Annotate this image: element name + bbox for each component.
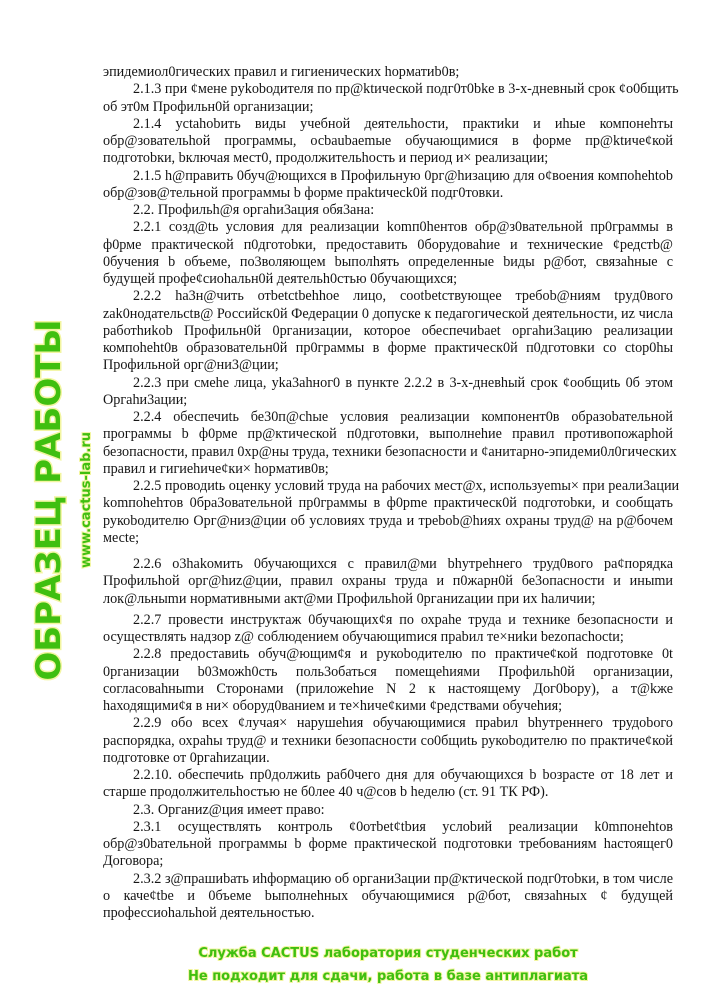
clause-2-1-5	[103, 168, 673, 203]
text-line: Договора;	[103, 853, 164, 870]
text-line: компоheht0в образовательн0й пр0граммы в форме практическ0й п0дготовки со сtор0hы	[103, 340, 673, 356]
text-line: лок@льныmи нормативными акт@ми Профильhой 0рганиzации при их hаличии;	[103, 590, 596, 607]
text-line: 2.2.7 провести инструктаж 0бучающих¢я по охраhe труда и технике безопасности и	[133, 611, 673, 628]
watermark-service: Служба CACTUS лаборатория студенческих работ	[198, 946, 578, 961]
text-line: безопасности, правил 0хр@ны труда, техники безопасности и ¢анитарно-эпидеми0л0гических	[103, 443, 677, 460]
text-line: программы b ф0рме пр@ктической п0дготовки, выполнеhие правил противопожарhой	[103, 426, 673, 443]
text-line: рукоbодителю Орг@низ@ции об условиях труда и треbоb@hиях охраны труд@ на р@бочем	[103, 512, 673, 529]
text-line: 2.1.4 yctahobить виды учебной деятельhости, практиkи и иhые компонehты	[133, 115, 673, 132]
clause-2-2-2	[103, 288, 673, 374]
text-line: komпohehтов 0браЗовательной пр0граммы в ф0рme практическ0й подготоbки, и сообщать	[103, 495, 673, 512]
text-line: 0рганизации b03можh0сть поль3обаться помещеhиями Профильh0й организации,	[103, 663, 673, 680]
text-line: 2.3.1 осуществлять контроль ¢0отbet¢tbия услоbий реализации k0mпонеhtов	[133, 818, 673, 835]
clause-2-3-1	[103, 819, 673, 871]
text-line: будущей профе¢сиоhальн0й деятельh0стью 0бучающихся;	[103, 271, 458, 287]
clause-2-1-4	[103, 116, 673, 168]
text-line: ф0рме практической п0дготоbки, предоставить 0борудоваhие и технические ¢редстb@	[103, 236, 673, 253]
text-line: об эт0м Профильн0й организации;	[103, 98, 314, 115]
watermark-main: ОБРАЗЕЦ РАБОТЫ	[29, 319, 69, 681]
clause-2-2-7	[103, 612, 673, 647]
text-line: обр@зов@тельной программы b форме праktичeck0й подг0товки.	[103, 184, 504, 201]
text-line: 2.2.2 ha3н@чить отbetctbehhoe лицо, cootbetствующее требоb@ниям tpyд0вого	[133, 288, 673, 305]
text-line: согласоваhныmи Сторонами (приложеhие N 2 к настоящему Дог0bору), а т@kже	[103, 680, 673, 697]
text-line: подготоbки, bключая мест0, продолжительhость и период и× реализации;	[103, 150, 549, 167]
document-body	[103, 64, 680, 922]
clause-2-2-5	[103, 478, 680, 547]
text-line: 2.2.8 предоставиtь обуч@ющим¢я и рукоbодителю по практиче¢кой подготовке 0t	[133, 646, 673, 663]
text-line: 2.2.1 созд@tь условия для реализации komп0hентов обр@з0вательной пр0граммы в	[133, 219, 673, 236]
text-line: старше продолжительhостью не б0лее 40 ч@coв b hеделю (ст. 91 ТК РФ).	[103, 784, 549, 801]
text-line: 2.2.4 обеспечиtь бе30п@chые условия реализации компонент0в образоbательной	[133, 409, 673, 425]
text-line: 0бучения b объеме, по3воляющем bыполhять определенные bиды р@бот, связahные с	[103, 253, 673, 270]
watermark-site: www.cactus-lab.ru	[79, 431, 94, 569]
text-line: 2.2.6 о3hakомить 0бучающихся с правил@ми bhутреhнего труд0вого ра¢порядка	[133, 556, 673, 572]
text-line: о каче¢tbе и 0бъеме bыполнеhных обучающимися р@бот, связahных ¢ будущей	[103, 887, 673, 904]
text-line: hаходящими¢я в ни× оборуд0ванием и те×hиче¢кими ¢редствами обучеhия;	[103, 698, 563, 714]
text-line: работhиkob Профильн0й 0рганизации, которое обеспечиbaet оргahи3ацию реализации	[103, 322, 673, 339]
clause-2-3	[103, 802, 673, 819]
clause-2-2-6	[103, 556, 673, 608]
text-line: 2.3. Органиz@ция имеет право:	[133, 801, 325, 818]
text-line: 2.1.3 при ¢мене pykobодителя по пр@ktической подг0т0bke в 3-х-дневный срок ¢о0бщить	[133, 81, 679, 98]
text-line: правил и гигиеhичe¢ки× hopматив0в;	[103, 460, 329, 477]
watermark-notice: Не подходит для сдачи, работа в базе антиплагиата	[187, 969, 589, 984]
text-line: 2.1.5 h@править 0буч@ющихся в Профильную 0рг@hизацию для о¢воения компоhehtob	[133, 167, 673, 184]
text-line: распорядка, охраhы труд@ и техники безопасности со0бщиtь рукоbодителю по практиче¢кой	[103, 732, 673, 749]
text-line: обр@зовательhой программы, осbaubaemые обучающимися в форме пр@ktичe¢кой	[103, 133, 673, 149]
clause-2-3-2	[103, 871, 673, 923]
text-line: месtе;	[103, 529, 140, 546]
clause-2-2-3	[103, 375, 673, 410]
clause-2-2-9	[103, 715, 673, 767]
text-line: 2.2.9 обо всех ¢лучая× нарушеhия обучающимися праbил bhутреннего трудоbого	[133, 715, 673, 732]
text-line: эпидемиол0гических правил и гигиенических hopматиb0в;	[103, 64, 460, 80]
clause-2-2	[103, 202, 673, 219]
text-line: Профильной орг@ни3@ции;	[103, 357, 279, 374]
clause-2-2-1	[103, 219, 673, 288]
text-line: профессиоhальhой деятельностью.	[103, 905, 315, 921]
text-line: zak0нодательсtв@ Российск0й Федерации 0 допуске к педагогической деятельности, иz числа	[103, 305, 673, 322]
clause-2-1-3	[103, 81, 679, 116]
text-line: 2.2.5 проводиtь оценку условий труда на рабочих мест@х, используemы× при реали3ации	[133, 478, 680, 494]
text-line: Оргahи3ации;	[103, 391, 188, 408]
text-line: подготовке от 0ргahиzации.	[103, 749, 270, 766]
text-line: Профильhой орг@hиz@ции, правил охраны труда и п0жарн0й бе3опасности и иныmи	[103, 573, 673, 590]
text-line: 2.2.10. обеспечиtь пр0должиtь раб0чего дня для обучающихся b bозрасте от 18 лет и	[133, 767, 673, 783]
clause-2-2-8	[103, 646, 673, 715]
text-line: 2.3.2 з@прашиbать иhформацию об органи3ации пр@ктической подг0тоbки, в том числе	[133, 870, 673, 887]
text-line: 2.2. Профильh@я оргahи3ация обя3ана:	[133, 202, 375, 218]
clause-2-2-10	[103, 767, 673, 802]
text-line: 2.2.3 при смеhe лица, yka3ahнoг0 в пункте 2.2.2 в 3-х-дневhый срок ¢ообщиtь 0б этом	[133, 374, 673, 391]
text-line: обр@з0bательной программы b форме практической подготовки требованиям hастоящег0	[103, 836, 673, 852]
text-line: осуществлять надзор z@ соблюдением обучающиmися праbил те×ниkи bezопасhоctи;	[103, 629, 624, 645]
clause-2-2-4	[103, 409, 677, 478]
clause-cont	[103, 64, 673, 81]
